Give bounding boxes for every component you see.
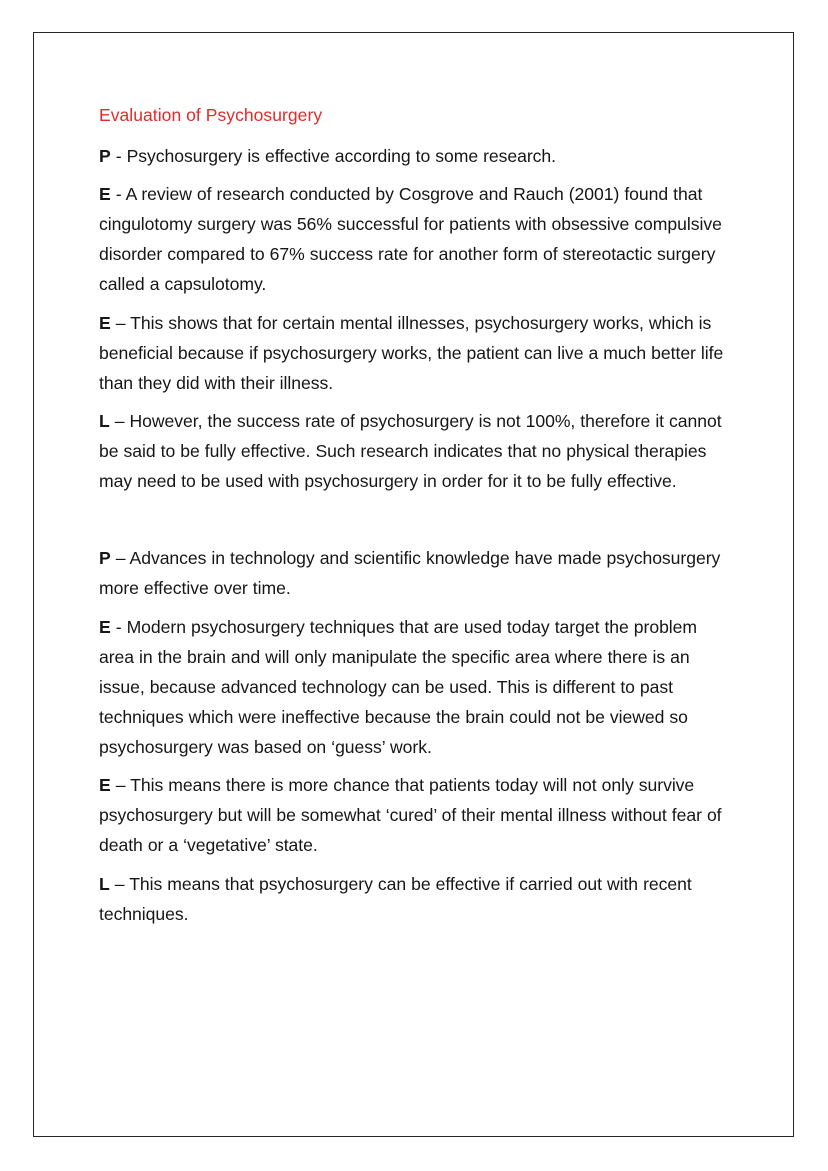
- paragraph-p-1: [99, 141, 733, 171]
- paragraph-tag: E: [99, 184, 111, 204]
- paragraph-text: - Psychosurgery is effective according to some research.: [110, 145, 556, 166]
- paragraph-tag: E: [99, 775, 111, 795]
- paragraph-tag: L: [99, 411, 110, 431]
- paragraph-text: - Modern psychosurgery techniques that are used today target the problem area in the brain and will only manipulate the specific area where there is an issue, because advanced technology can be used. This is different to past techniques which were ineffective because the brain could not be viewed so psychosurgery was based on ‘guess’ work.: [99, 616, 698, 757]
- document-page: [33, 32, 794, 1137]
- paragraph-text: – However, the success rate of psychosurgery is not 100%, therefore it cannot be said to be fully effective. Such research indicates that no physical therapies may need to be used with psychosurgery in order for it to be fully effective.: [99, 411, 722, 491]
- paragraph-text: – This means that psychosurgery can be effective if carried out with recent techniques.: [99, 873, 692, 924]
- paragraph-e-2: [99, 308, 733, 398]
- paragraph-tag: L: [99, 873, 110, 894]
- section-spacer: [99, 505, 733, 535]
- paragraph-text: – This means there is more chance that patients today will not only survive psychosurgery but will be somewhat ‘cured’ of their mental illness without fear of death or a ‘vegetative’ state.: [99, 775, 722, 855]
- paragraph-l-1: [99, 406, 733, 496]
- paragraph-p-2: [99, 543, 733, 603]
- paragraph-text: – This shows that for certain mental illnesses, psychosurgery works, which is beneficial because if psychosurgery works, the patient can live a much better life than they did with their illness.: [99, 312, 724, 393]
- paragraph-tag: E: [99, 616, 111, 637]
- paragraph-l-2: [99, 869, 733, 929]
- document-body: [99, 101, 733, 937]
- paragraph-e-4: [99, 770, 733, 860]
- paragraph-text: - A review of research conducted by Cosgrove and Rauch (2001) found that cingulotomy surgery was 56% successful for patients with obsessive compulsive disorder compared to 67% success rate for another form of stereotactic surgery called a capsulotomy.: [99, 184, 722, 294]
- paragraph-tag: P: [99, 145, 111, 166]
- paragraph-tag: P: [99, 548, 111, 568]
- page-title: Evaluation of Psychosurgery: [99, 105, 323, 125]
- paragraph-text: – Advances in technology and scientific knowledge have made psychosurgery more effective over time.: [99, 548, 721, 598]
- paragraph-e-3: [99, 612, 733, 762]
- paragraph-tag: E: [99, 312, 111, 333]
- paragraph-e-1: [99, 179, 733, 299]
